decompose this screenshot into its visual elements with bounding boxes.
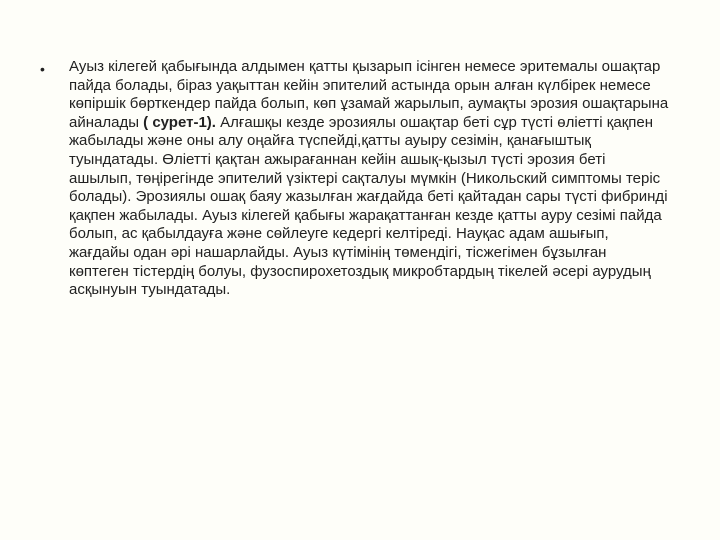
bullet-icon: • xyxy=(40,61,45,77)
bullet-item xyxy=(40,58,670,300)
paragraph-text-end: Алғашқы кезде эрозиялы ошақтар беті сұр түсті өліетті қақпен жабылады және оны алу оңайға түспейді,қатты ауыру сезімін, қанағыштық туындатады. Өліетті қақтан ажырағаннан кейін ашық-қызыл түсті эрозия беті ашылып, төңірегінде эпителий үзіктері сақталуы мүмкін (Никольский симптомы теріс болады). Эрозиялы ошақ баяу жазылған жағдайда беті қайтадан сары түсті фибринді қақпен жабылады. Ауыз кілегей қабығы жарақаттанған кезде қатты ауру сезімі пайда болып, ас қабылдауға және сөйлеуге кедергі келтіреді. Науқас адам ашығып, жағдайы одан әрі нашарлайды. Ауыз күтімінің төмендігі, тісжегімен бұзылған көптеген тістердің болуы, фузоспирохетоздық микробтардың тікелей әсері аурудың асқынуын туындатады. xyxy=(69,113,668,299)
paragraph-text-start: Ауыз кілегей қабығында алдымен қатты қызарып ісінген немесе эритемалы ошақтар пайда болады, біраз уақыттан кейін эпителий астында орын алған күлбірек немесе көпіршік бөрткендер пайда болып, көп ұзамай жарылып, аумақты эрозия ошақтарына айналады xyxy=(69,58,669,131)
body-paragraph xyxy=(69,58,670,300)
figure-reference: ( сурет-1). xyxy=(143,113,216,131)
